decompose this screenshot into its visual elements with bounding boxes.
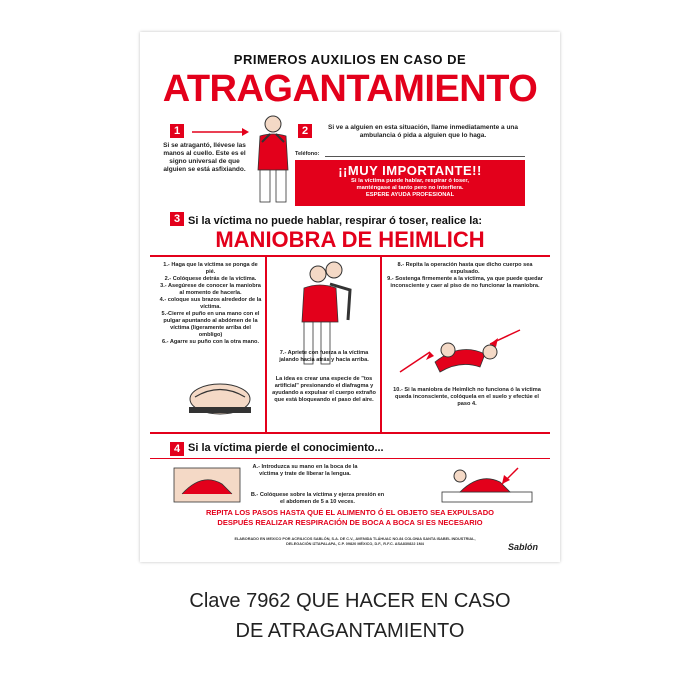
arrow-icon [190, 126, 250, 138]
step-4-underline [150, 458, 550, 459]
step-4-heading: Si la víctima pierde el conocimiento... [188, 442, 384, 454]
section-divider-bottom [150, 432, 550, 434]
list-item: 8.- Repita la operación hasta que dicho cuerpo sea expulsado. [397, 262, 533, 275]
heimlich-note: La idea es crear una especie de "tos artificial" presionando el diafragma y ayudando a expulsar el cuerpo extraño que está bloqueando el paso del aire. [272, 376, 376, 403]
step-1-text: Si se atragantó, llévese las manos al cuello. Este es el signo universal de que alguien se está asfixiando. [163, 142, 246, 173]
heimlich-steps-col3 [385, 262, 545, 290]
list-item: 5.-Cierre el puño en una mano con el pulgar apuntando al abdómen de la víctima (ligeramente arriba del ombligo) [161, 311, 260, 338]
phone-line [325, 156, 525, 157]
poster-title: ATRAGANTAMIENTO [162, 68, 538, 110]
section-divider-top [150, 255, 550, 257]
step-7-text: 7.- Apriete con fuerza a la víctima jalando hacia atrás y hacia arriba. [279, 350, 369, 363]
list-item: 1.- Haga que la víctima se ponga de pié. [163, 262, 258, 275]
fist-hands-illustration [185, 377, 255, 419]
footer-line-1: REPITA LOS PASOS HASTA QUE EL ALIMENTO Ó EL OBJETO SEA EXPULSADO [206, 508, 494, 517]
important-box [295, 160, 525, 206]
footer-line-2: DESPUÉS REALIZAR RESPIRACIÓN DE BOCA A BOCA SI ES NECESARIO [217, 518, 483, 527]
step-1-number: 1 [170, 124, 184, 138]
step-3-number: 3 [170, 212, 184, 226]
heimlich-steps-col1 [158, 262, 263, 346]
list-item: 3.- Asegúrese de conocer la maniobra al momento de hacerla. [160, 283, 261, 296]
step-4b-text: B.- Colóquese sobre la víctima y ejerza presión en el abdomen de 5 a 10 veces. [250, 492, 385, 505]
list-item: 9.- Sostenga firmemente a la víctima, ya que puede quedar inconsciente y caer al piso de no funcionar la maniobra. [387, 276, 543, 289]
safety-poster [140, 32, 560, 562]
mouth-check-illustration [172, 464, 242, 504]
poster-subtitle: PRIMEROS AUXILIOS EN CASO DE [233, 52, 467, 67]
abdominal-thrust-illustration [440, 462, 535, 507]
list-item: 4.- coloque sus brazos alrededor de la víctima. [159, 297, 262, 310]
list-item: 6.- Agarre su puño con la otra mano. [161, 339, 260, 345]
phone-label: Teléfono: [295, 151, 320, 157]
step-2-number: 2 [298, 124, 312, 138]
step-4a-text: A.- Introduzca su mano en la boca de la víctima y trate de liberar la lengua. [252, 464, 358, 477]
step-10-text: 10.- Si la maniobra de Heimlich no funciona ó la víctima queda inconsciente, colóquela en el suelo y efectúe el paso 4. [393, 387, 541, 407]
footer-warning [140, 508, 560, 528]
column-divider-left [265, 255, 267, 433]
step-3-heading: Si la víctima no puede hablar, respirar ó toser, realice la: [188, 215, 483, 227]
important-line-1: Si la víctima puede hablar, respirar ó toser, [351, 178, 469, 184]
falling-victim-illustration [390, 322, 530, 382]
caption-line-2: DE ATRAGANTAMIENTO [235, 620, 465, 642]
caption-line-1: Clave 7962 QUE HACER EN CASO [189, 590, 511, 612]
column-divider-right [380, 255, 382, 433]
step-2-text: Si ve a alguien en esta situación, llame inmediatamente a una ambulancia ó pida a alguien que lo haga. [327, 124, 518, 139]
list-item: 2.- Colóquese detrás de la víctima. [164, 276, 257, 282]
choking-person-illustration [248, 112, 298, 207]
step-4-number: 4 [170, 442, 184, 456]
important-line-3: ESPERE AYUDA PROFESIONAL [365, 192, 455, 198]
important-line-2: manténgase al tanto pero no interfiera. [356, 185, 464, 191]
important-title: ¡¡MUY IMPORTANTE!! [338, 163, 482, 178]
brand-logo: Sablón [508, 542, 539, 552]
legal-text: ELABORADO EN MEXICO POR ACRILICOS SABLÓN, S.A. DE C.V., AVENIDA TLÁHUAC NO.84 COLONIA SANTA ISABEL INDUSTRIAL, DELEGACIÓN IZTAPALAPA, C.P. 09820 MÉXICO, D.F., R.F.C. ASA830822 1M4 [234, 537, 476, 546]
heimlich-title: MANIOBRA DE HEIMLICH [215, 227, 485, 252]
